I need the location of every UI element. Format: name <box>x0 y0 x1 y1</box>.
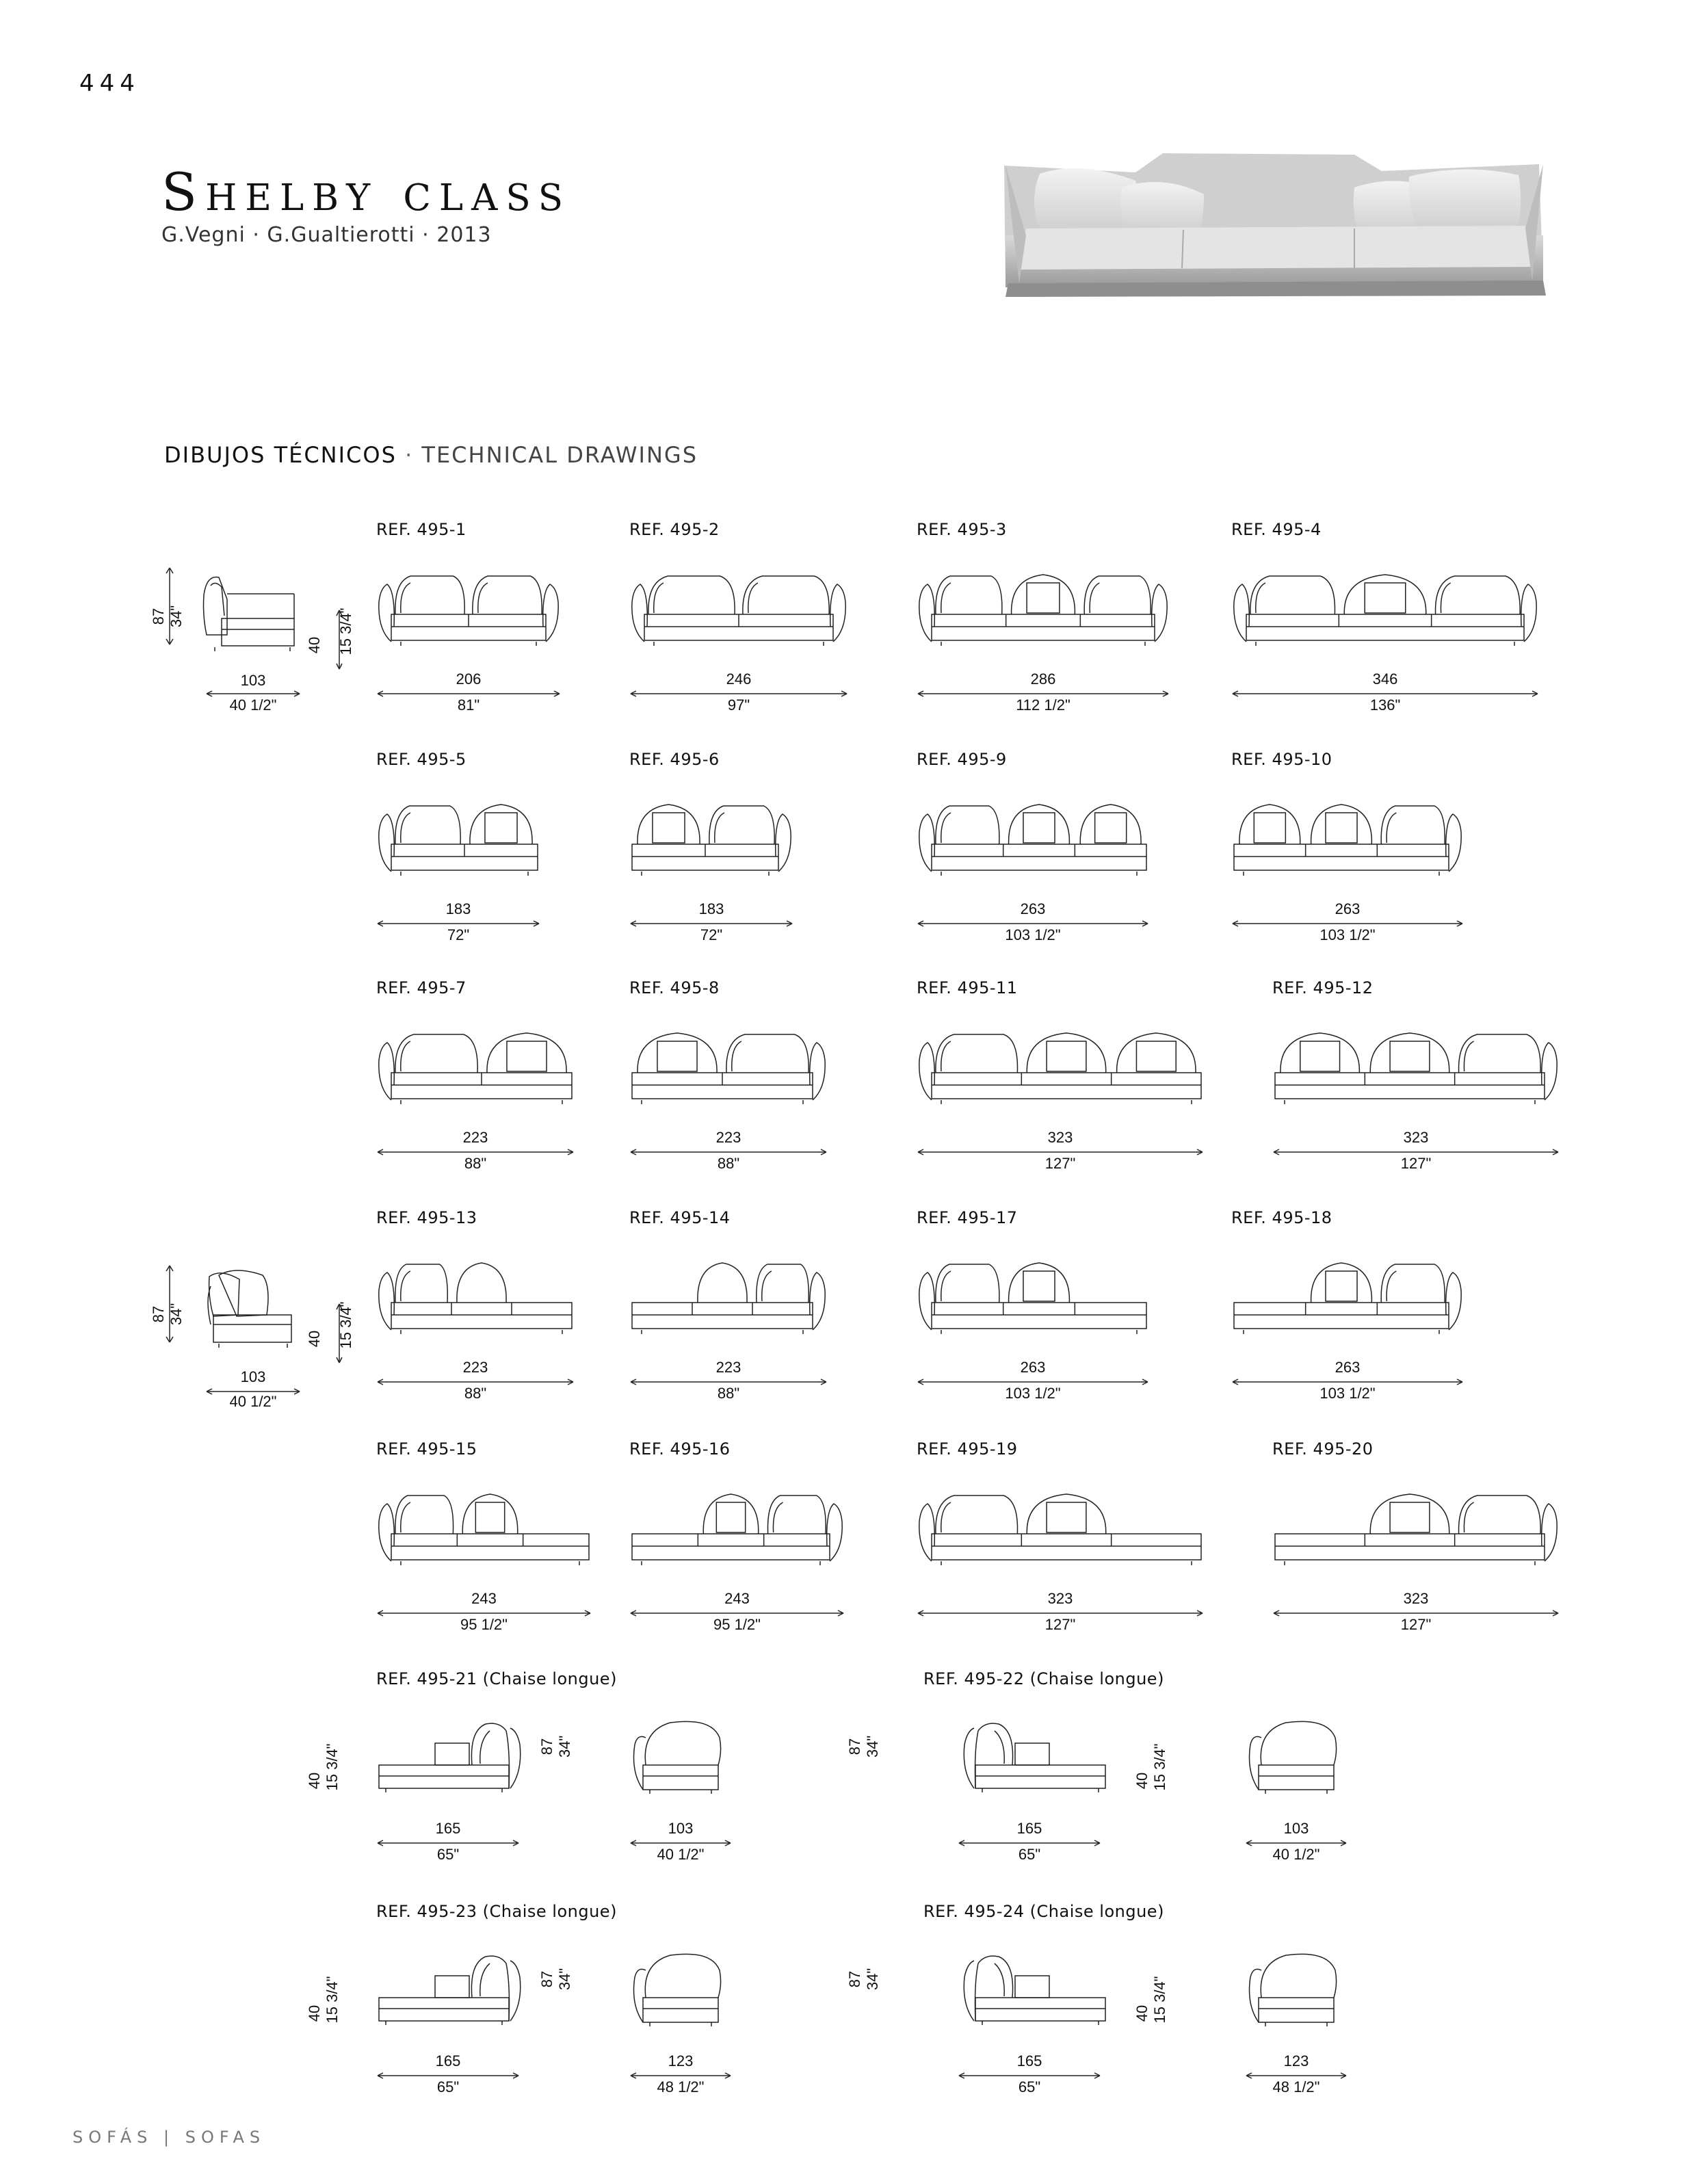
chaise-seat-cm-495-24: 40 <box>1133 2004 1151 2022</box>
sofa-drawing-495-17 <box>917 1249 1149 1345</box>
model-width-cm-495-8: 223 <box>715 1129 741 1146</box>
profile2-height-in: 34" <box>168 1303 185 1326</box>
chaise-side-drawing-495-24 <box>1245 1943 1348 2039</box>
section-heading-es: DIBUJOS TÉCNICOS <box>164 442 397 468</box>
sofa-drawing-495-20 <box>1272 1480 1560 1576</box>
model-ref-495-20: REF. 495-20 <box>1272 1439 1374 1459</box>
profile2-depth-in: 40 1/2" <box>229 1393 277 1410</box>
profile2-depth-cm: 103 <box>240 1368 266 1385</box>
footer-category: SOFÁS | SOFAS <box>73 2128 266 2147</box>
chaise-drawing-495-21 <box>376 1710 527 1806</box>
model-width-cm-495-16: 243 <box>724 1590 750 1607</box>
model-ref-495-5: REF. 495-5 <box>376 750 467 769</box>
page-title: Shelby class <box>161 161 572 222</box>
sofa-drawing-495-13 <box>376 1249 575 1345</box>
profile-height-in: 34" <box>168 605 185 628</box>
model-ref-495-6: REF. 495-6 <box>629 750 720 769</box>
model-width-in-495-20: 127" <box>1400 1616 1432 1633</box>
model-width-cm-495-4: 346 <box>1372 670 1398 688</box>
chaise-depth-cm-495-22: 103 <box>1283 1820 1309 1837</box>
chaise-drawing-495-23 <box>376 1943 527 2039</box>
model-width-cm-495-13: 223 <box>462 1359 488 1376</box>
sofa-drawing-495-3 <box>917 561 1170 657</box>
chaise-depth-in-495-21: 40 1/2" <box>657 1846 705 1863</box>
sofa-drawing-495-11 <box>917 1019 1204 1115</box>
model-width-in-495-13: 88" <box>464 1385 487 1402</box>
model-ref-495-11: REF. 495-11 <box>917 978 1018 997</box>
profile-seat-arrow <box>332 609 346 670</box>
sofa-drawing-495-5 <box>376 791 540 887</box>
model-width-in-495-19: 127" <box>1044 1616 1076 1633</box>
model-width-in-495-14: 88" <box>717 1385 740 1402</box>
model-ref-495-17: REF. 495-17 <box>917 1208 1018 1227</box>
chaise-ref-495-22: REF. 495-22 (Chaise longue) <box>923 1669 1164 1688</box>
model-width-cm-495-6: 183 <box>698 900 724 917</box>
model-width-cm-495-18: 263 <box>1335 1359 1361 1376</box>
chaise-depth-cm-495-24: 123 <box>1283 2052 1309 2069</box>
model-width-in-495-2: 97" <box>727 696 750 714</box>
profile-depth-cm: 103 <box>240 672 266 689</box>
model-width-cm-495-19: 323 <box>1047 1590 1073 1607</box>
sofa-drawing-495-14 <box>629 1249 828 1345</box>
sofa-drawing-495-12 <box>1272 1019 1560 1115</box>
chaise-h-in-495-21: 34" <box>556 1735 573 1758</box>
sofa-drawing-495-8 <box>629 1019 828 1115</box>
chaise-depth-in-495-22: 40 1/2" <box>1272 1846 1320 1863</box>
chaise-side-drawing-495-22 <box>1245 1710 1348 1806</box>
profile-height-cm: 87 <box>150 608 167 625</box>
chaise-drawing-495-22 <box>958 1710 1108 1806</box>
model-width-in-495-6: 72" <box>700 926 723 943</box>
model-width-cm-495-5: 183 <box>445 900 471 917</box>
model-width-cm-495-10: 263 <box>1335 900 1361 917</box>
chaise-side-drawing-495-23 <box>629 1943 732 2039</box>
chaise-h-cm-495-22: 87 <box>846 1738 863 1755</box>
sofa-drawing-495-19 <box>917 1480 1204 1576</box>
model-width-in-495-10: 103 1/2" <box>1319 926 1376 943</box>
model-width-in-495-7: 88" <box>464 1155 487 1172</box>
chaise-seat-in-495-22: 15 3/4" <box>1151 1743 1168 1791</box>
model-ref-495-10: REF. 495-10 <box>1231 750 1332 769</box>
chaise-depth-cm-495-23: 123 <box>668 2052 694 2069</box>
chaise-h-in-495-24: 34" <box>864 1968 881 1991</box>
profile2-height-cm: 87 <box>150 1305 167 1323</box>
model-width-in-495-15: 95 1/2" <box>460 1616 508 1633</box>
profile2-seat-in: 15 3/4" <box>337 1301 354 1349</box>
model-width-cm-495-1: 206 <box>456 670 482 688</box>
chaise-seat-in-495-24: 15 3/4" <box>1151 1976 1168 2024</box>
sofa-drawing-495-1 <box>376 561 561 657</box>
chaise-seat-cm-495-22: 40 <box>1133 1772 1151 1790</box>
profile2-seat-arrow <box>332 1303 346 1364</box>
page-number: 444 <box>79 70 140 97</box>
model-width-in-495-17: 103 1/2" <box>1005 1385 1061 1402</box>
model-ref-495-2: REF. 495-2 <box>629 520 720 539</box>
model-ref-495-19: REF. 495-19 <box>917 1439 1018 1459</box>
model-ref-495-12: REF. 495-12 <box>1272 978 1374 997</box>
sofa-drawing-495-18 <box>1231 1249 1464 1345</box>
model-width-in-495-5: 72" <box>447 926 470 943</box>
model-width-in-495-18: 103 1/2" <box>1319 1385 1376 1402</box>
model-ref-495-18: REF. 495-18 <box>1231 1208 1332 1227</box>
model-width-in-495-9: 103 1/2" <box>1005 926 1061 943</box>
model-width-in-495-12: 127" <box>1400 1155 1432 1172</box>
chaise-h-cm-495-21: 87 <box>538 1738 555 1755</box>
model-width-cm-495-12: 323 <box>1403 1129 1429 1146</box>
model-width-cm-495-7: 223 <box>462 1129 488 1146</box>
sofa-drawing-495-9 <box>917 791 1149 887</box>
section-heading <box>164 442 698 468</box>
sofa-drawing-495-2 <box>629 561 848 657</box>
chaise-len-cm-495-21: 165 <box>435 1820 461 1837</box>
chaise-len-in-495-22: 65" <box>1018 1846 1041 1863</box>
profile2-seat-cm: 40 <box>306 1330 323 1348</box>
model-width-in-495-4: 136" <box>1369 696 1401 714</box>
model-width-cm-495-17: 263 <box>1020 1359 1046 1376</box>
chaise-h-in-495-22: 34" <box>864 1735 881 1758</box>
model-ref-495-16: REF. 495-16 <box>629 1439 731 1459</box>
model-width-in-495-1: 81" <box>457 696 480 714</box>
model-width-in-495-11: 127" <box>1044 1155 1076 1172</box>
sofa-drawing-495-6 <box>629 791 793 887</box>
chaise-drawing-495-24 <box>958 1943 1108 2039</box>
model-width-in-495-8: 88" <box>717 1155 740 1172</box>
designers-credit: G.Vegni · G.Gualtierotti · 2013 <box>161 223 492 247</box>
model-ref-495-14: REF. 495-14 <box>629 1208 731 1227</box>
model-width-in-495-3: 112 1/2" <box>1016 696 1070 714</box>
chaise-seat-in-495-21: 15 3/4" <box>324 1743 341 1791</box>
model-width-cm-495-14: 223 <box>715 1359 741 1376</box>
chaise-len-cm-495-23: 165 <box>435 2052 461 2069</box>
chaise-len-in-495-21: 65" <box>436 1846 460 1863</box>
chaise-h-in-495-23: 34" <box>556 1968 573 1991</box>
model-width-cm-495-2: 246 <box>726 670 752 688</box>
model-ref-495-7: REF. 495-7 <box>376 978 467 997</box>
profile-depth-in: 40 1/2" <box>229 696 277 714</box>
model-width-cm-495-9: 263 <box>1020 900 1046 917</box>
model-ref-495-1: REF. 495-1 <box>376 520 467 539</box>
sofa-drawing-495-16 <box>629 1480 845 1576</box>
chaise-h-cm-495-24: 87 <box>846 1970 863 1988</box>
chaise-len-in-495-23: 65" <box>436 2078 460 2095</box>
model-width-cm-495-3: 286 <box>1030 670 1056 688</box>
chaise-len-in-495-24: 65" <box>1018 2078 1041 2095</box>
section-heading-en: TECHNICAL DRAWINGS <box>421 442 698 468</box>
chaise-h-cm-495-23: 87 <box>538 1970 555 1988</box>
sofa-drawing-495-7 <box>376 1019 575 1115</box>
model-width-cm-495-20: 323 <box>1403 1590 1429 1607</box>
model-ref-495-9: REF. 495-9 <box>917 750 1007 769</box>
model-ref-495-15: REF. 495-15 <box>376 1439 477 1459</box>
chaise-seat-cm-495-23: 40 <box>306 2004 323 2022</box>
chaise-len-cm-495-24: 165 <box>1016 2052 1042 2069</box>
chaise-depth-in-495-23: 48 1/2" <box>657 2078 705 2095</box>
model-width-cm-495-15: 243 <box>471 1590 497 1607</box>
chaise-side-drawing-495-21 <box>629 1710 732 1806</box>
model-ref-495-13: REF. 495-13 <box>376 1208 477 1227</box>
chaise-ref-495-23: REF. 495-23 (Chaise longue) <box>376 1902 617 1921</box>
chaise-depth-in-495-24: 48 1/2" <box>1272 2078 1320 2095</box>
chaise-seat-cm-495-21: 40 <box>306 1772 323 1790</box>
chaise-seat-in-495-23: 15 3/4" <box>324 1976 341 2024</box>
sofa-drawing-495-10 <box>1231 791 1464 887</box>
chaise-ref-495-24: REF. 495-24 (Chaise longue) <box>923 1902 1164 1921</box>
chaise-ref-495-21: REF. 495-21 (Chaise longue) <box>376 1669 617 1688</box>
profile-seat-in: 15 3/4" <box>337 608 354 655</box>
chaise-depth-cm-495-21: 103 <box>668 1820 694 1837</box>
sofa-hero-image <box>999 146 1560 311</box>
model-width-in-495-16: 95 1/2" <box>713 1616 761 1633</box>
section-heading-separator: · <box>396 442 422 468</box>
model-ref-495-4: REF. 495-4 <box>1231 520 1322 539</box>
sofa-drawing-495-4 <box>1231 561 1539 657</box>
model-ref-495-8: REF. 495-8 <box>629 978 720 997</box>
chaise-len-cm-495-22: 165 <box>1016 1820 1042 1837</box>
sofa-drawing-495-15 <box>376 1480 592 1576</box>
model-ref-495-3: REF. 495-3 <box>917 520 1007 539</box>
profile-seat-cm: 40 <box>306 636 323 654</box>
model-width-cm-495-11: 323 <box>1047 1129 1073 1146</box>
